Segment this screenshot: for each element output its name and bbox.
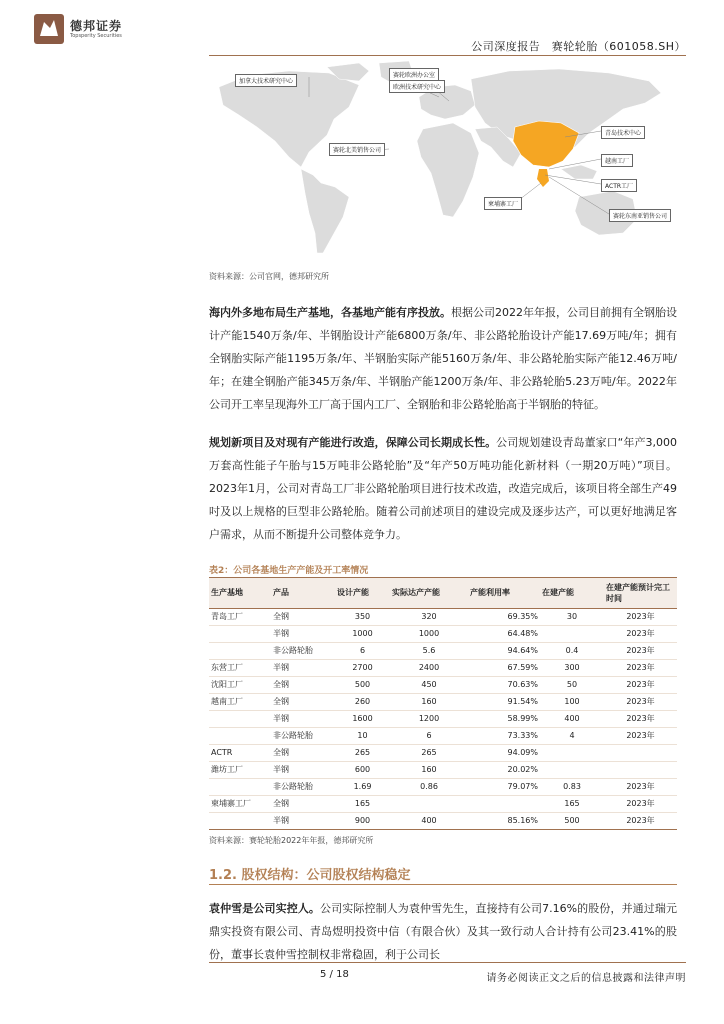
table-header-cell: 产品 — [273, 588, 289, 598]
map-label-actr: ACTR工厂 — [601, 179, 637, 192]
table-cell: ACTR — [211, 748, 233, 757]
table-cell: 非公路轮胎 — [273, 731, 313, 740]
table-cell: 2023年 — [626, 782, 655, 791]
table-cell: 2023年 — [626, 646, 655, 655]
paragraph-ownership — [209, 897, 677, 966]
map-label-sea-sales: 赛轮东南亚销售公司 — [609, 209, 671, 222]
paragraph-capacity — [209, 301, 677, 416]
table-cell: 70.63% — [507, 680, 538, 689]
table-cell: 2023年 — [626, 714, 655, 723]
table-row — [209, 761, 677, 778]
table-cell: 1600 — [352, 714, 373, 723]
table-cell: 0.86 — [420, 782, 438, 791]
table-cell — [209, 625, 271, 642]
table-cell: 东营工厂 — [211, 663, 243, 672]
table-cell: 94.09% — [507, 748, 538, 757]
table-cell: 50 — [566, 680, 578, 689]
table-header-cell: 在建产能预计完工时间 — [606, 582, 670, 603]
paragraph-ownership-body: 公司实际控制人为袁仲雪先生，直接持有公司7.16%的股份，并通过瑞元鼎实投资有限公司、青岛煜明投资中信（有限合伙）及其一致行动人合计持有公司23.41%的股份，董事长袁仲雪控制权非常稳固，利于公司长 — [209, 902, 677, 961]
table-cell: 165 — [564, 799, 580, 808]
capacity-table — [209, 578, 677, 830]
table-cell: 64.48% — [507, 629, 538, 638]
table-cell — [209, 642, 271, 659]
table-row — [209, 676, 677, 693]
table-cell — [209, 778, 271, 795]
table-cell: 全钢 — [273, 799, 289, 808]
table-cell: 300 — [564, 663, 580, 672]
table-row — [209, 744, 677, 761]
paragraph-new-projects-lead: 规划新项目及对现有产能进行改造，保障公司长期成长性。 — [209, 436, 497, 449]
table-cell: 青岛工厂 — [211, 612, 243, 621]
table-cell: 2023年 — [626, 629, 655, 638]
table-row — [209, 812, 677, 829]
table-cell: 400 — [564, 714, 580, 723]
table-cell: 2400 — [418, 663, 440, 672]
table-header-cell: 生产基地 — [211, 588, 243, 598]
table-row — [209, 625, 677, 642]
brand-name-en: Topsperity Securities — [70, 33, 122, 39]
table-cell: 160 — [421, 765, 437, 774]
table-cell — [604, 744, 677, 761]
table-cell: 265 — [354, 748, 371, 757]
map-label-europe-rd: 欧洲技术研究中心 — [389, 80, 445, 93]
paragraph-new-projects-body: 公司规划建设青岛董家口“年产3,000万套高性能子午胎与15万吨非公路轮胎”及“年产50万吨功能化新材料（一期20万吨）”项目。2023年1月，公司对青岛工厂非公路轮胎项目进行技术改造，改造完成后，该项目将全部生产49吋及以上规格的巨型非公路轮胎。随着公司前述项目的建设完成及逐步达产，可以更好地满足客户需求，从而不断提升公司整体竞争力。 — [209, 436, 677, 541]
table-cell: 10 — [357, 731, 368, 740]
table-cell: 2023年 — [626, 799, 655, 808]
table-cell: 100 — [564, 697, 580, 706]
paragraph-new-projects — [209, 431, 677, 546]
table-header-cell: 在建产能 — [542, 588, 574, 598]
table-cell — [540, 761, 604, 778]
table-cell: 58.99% — [507, 714, 538, 723]
table-cell: 全钢 — [273, 697, 289, 706]
map-label-cambodia: 柬埔寨工厂 — [484, 197, 522, 210]
table-cell: 2023年 — [626, 697, 655, 706]
table-cell: 2023年 — [626, 663, 655, 672]
se-asia-highlight — [537, 169, 549, 187]
table-cell: 900 — [354, 816, 371, 825]
table-cell: 260 — [354, 697, 371, 706]
table-cell — [540, 625, 604, 642]
table-cell: 160 — [421, 697, 437, 706]
table-cell: 165 — [354, 799, 371, 808]
table-cell: 500 — [354, 680, 371, 689]
footer-divider — [209, 962, 686, 963]
table-cell: 全钢 — [273, 612, 289, 621]
table-cell: 2023年 — [626, 731, 655, 740]
table-row — [209, 710, 677, 727]
map-source: 资料来源：公司官网，德邦研究所 — [209, 272, 329, 281]
page-number: 5 / 18 — [320, 969, 349, 980]
table-header-cell: 产能利用率 — [470, 588, 510, 598]
map-label-canada-rd: 加拿大技术研究中心 — [235, 74, 297, 87]
table-cell: 0.83 — [563, 782, 581, 791]
table-cell: 500 — [564, 816, 580, 825]
table-header-cell: 设计产能 — [337, 588, 369, 598]
table-cell: 6 — [359, 646, 366, 655]
table-cell: 94.64% — [507, 646, 538, 655]
table-cell: 2700 — [352, 663, 373, 672]
map-label-china-rd: 青岛技术中心 — [601, 126, 645, 139]
table-caption: 表2：公司各基地生产产能及开工率情况 — [209, 566, 369, 576]
table-cell — [390, 795, 468, 812]
report-header-title: 公司深度报告 赛轮轮胎（601058.SH） — [471, 40, 686, 53]
paragraph-capacity-lead: 海内外多地布局生产基地，各基地产能有序投放。 — [209, 306, 451, 319]
table-cell: 73.33% — [507, 731, 538, 740]
footer-disclaimer: 请务必阅读正文之后的信息披露和法律声明 — [486, 973, 686, 984]
table-row — [209, 659, 677, 676]
table-cell — [540, 744, 604, 761]
table-cell: 600 — [354, 765, 371, 774]
table-cell: 79.07% — [507, 782, 538, 791]
table-header-row — [209, 578, 677, 608]
table-cell: 非公路轮胎 — [273, 782, 313, 791]
table-cell: 6 — [426, 731, 432, 740]
table-cell — [209, 812, 271, 829]
map-label-vietnam: 越南工厂 — [601, 154, 633, 167]
world-map-figure — [209, 57, 677, 263]
map-label-usa-company: 赛轮北美销售公司 — [329, 143, 385, 156]
table-cell: 400 — [421, 816, 437, 825]
table-cell: 半钢 — [273, 765, 289, 774]
table-row — [209, 693, 677, 710]
table-cell: 半钢 — [273, 663, 289, 672]
table-cell: 265 — [421, 748, 437, 757]
table-cell: 非公路轮胎 — [273, 646, 313, 655]
table-cell: 67.59% — [507, 663, 538, 672]
table-row — [209, 727, 677, 744]
paragraph-ownership-lead: 袁仲雪是公司实控人。 — [209, 902, 321, 915]
table-cell: 69.35% — [507, 612, 538, 621]
table-cell: 潍坊工厂 — [211, 765, 243, 774]
table-cell: 1200 — [418, 714, 440, 723]
table-cell — [209, 727, 271, 744]
china-highlight — [513, 121, 579, 167]
table-cell: 1000 — [352, 629, 373, 638]
table-row — [209, 778, 677, 795]
table-cell: 4 — [569, 731, 575, 740]
table-cell: 350 — [354, 612, 371, 621]
table-cell: 全钢 — [273, 748, 289, 757]
table-cell: 91.54% — [507, 697, 538, 706]
brand-logo-icon — [34, 14, 64, 44]
table-cell: 1000 — [418, 629, 440, 638]
table-cell: 85.16% — [507, 816, 538, 825]
table-cell — [209, 710, 271, 727]
table-source: 资料来源：赛轮轮胎2022年年报，德邦研究所 — [209, 836, 374, 845]
table-cell: 450 — [421, 680, 437, 689]
section-divider — [209, 884, 677, 885]
table-cell: 2023年 — [626, 816, 655, 825]
table-cell: 越南工厂 — [211, 697, 243, 706]
section-heading: 1.2. 股权结构：公司股权结构稳定 — [209, 868, 411, 883]
table-row — [209, 795, 677, 812]
brand-name-cn: 德邦证券 — [70, 19, 123, 33]
table-cell: 5.6 — [422, 646, 436, 655]
header-divider — [209, 55, 686, 56]
table-cell: 30 — [566, 612, 578, 621]
paragraph-capacity-body: 根据公司2022年年报，公司目前拥有全钢胎设计产能1540万条/年、半钢胎设计产能6800万条/年、非公路轮胎设计产能17.69万吨/年；拥有全钢胎实际产能1195万条/年、半钢胎实际产能5160万条/年、非公路轮胎实际产能12.46万吨/年；在建全钢胎产能345万条/年、半钢胎产能1200万条/年、非公路轮胎5.23万吨/年。2022年公司开工率呈现海外工厂高于国内工厂、全钢胎和非公路轮胎高于半钢胎的特征。 — [209, 306, 677, 411]
table-cell: 320 — [421, 612, 437, 621]
map-label-europe-office: 赛轮欧洲办公室 — [389, 68, 439, 81]
table-cell: 20.02% — [507, 765, 538, 774]
table-cell: 半钢 — [273, 816, 289, 825]
table-cell: 半钢 — [273, 714, 289, 723]
table-cell: 0.4 — [565, 646, 579, 655]
table-cell — [604, 761, 677, 778]
table-cell: 2023年 — [626, 612, 655, 621]
table-cell: 沈阳工厂 — [211, 680, 243, 689]
table-row — [209, 608, 677, 625]
table-cell: 全钢 — [273, 680, 289, 689]
table-cell: 1.69 — [353, 782, 372, 791]
table-row — [209, 642, 677, 659]
table-header-cell: 实际达产产能 — [392, 588, 440, 598]
table-cell: 柬埔寨工厂 — [211, 799, 251, 808]
table-cell: 2023年 — [626, 680, 655, 689]
table-cell — [468, 795, 540, 812]
table-cell: 半钢 — [273, 629, 289, 638]
